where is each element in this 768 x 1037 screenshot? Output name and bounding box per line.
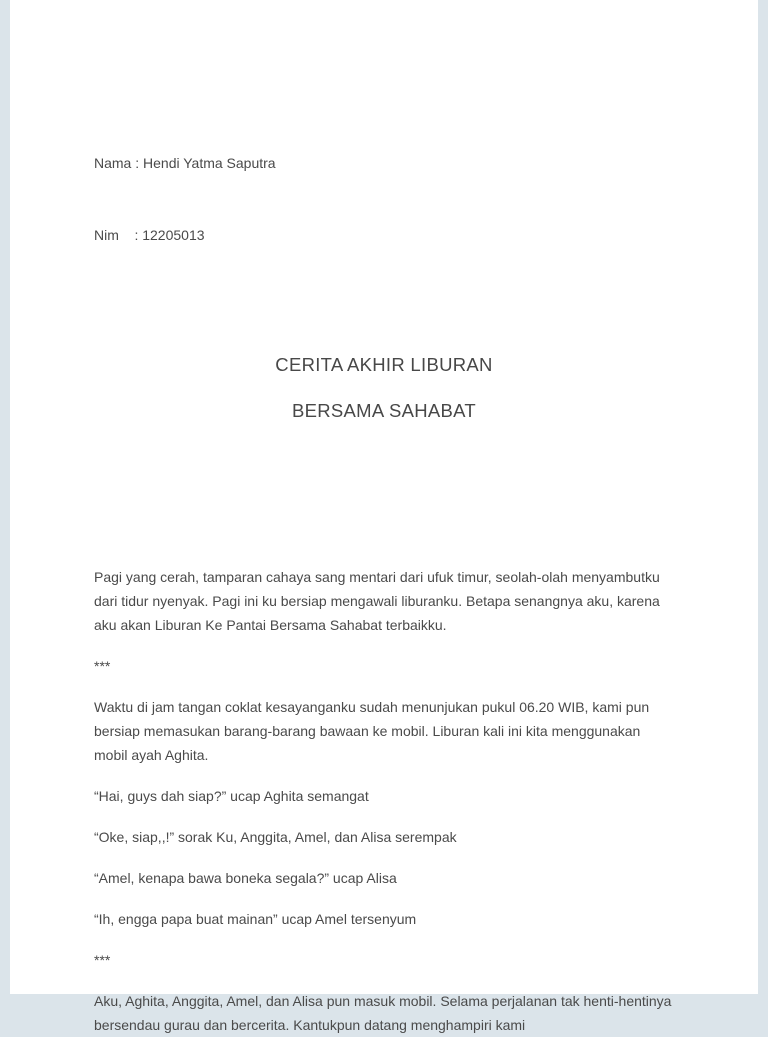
dialogue-alisa: “Amel, kenapa bawa boneka segala?” ucap Alisa (94, 870, 397, 886)
document-title-line1: CERITA AKHIR LIBURAN (275, 354, 493, 375)
paragraph-journey: Aku, Aghita, Anggita, Amel, dan Alisa pun masuk mobil. Selama perjalanan tak henti-hentinya bersendau gurau dan bercerita. Kantukpun datang menghampiri kami (94, 993, 672, 1033)
document-page (10, 0, 758, 1033)
paragraph-morning: Waktu di jam tangan coklat kesayanganku sudah menunjukan pukul 06.20 WIB, kami pun bersiap memasukan barang-barang bawaan ke mobil. Liburan kali ini kita menggunakan mobil ayah Aghita. (94, 699, 650, 763)
dialogue-aghita: “Hai, guys dah siap?” ucap Aghita semangat (94, 788, 369, 804)
student-name-line: Nama : Hendi Yatma Saputra (94, 155, 276, 171)
section-separator: *** (94, 952, 111, 968)
dialogue-amel: “Ih, engga papa buat mainan” ucap Amel tersenyum (94, 911, 417, 927)
section-separator: *** (94, 658, 111, 674)
student-nim-line: Nim : 12205013 (94, 227, 205, 243)
document-title-line2: BERSAMA SAHABAT (291, 400, 477, 421)
document-body (94, 565, 674, 1037)
paragraph-intro: Pagi yang cerah, tamparan cahaya sang mentari dari ufuk timur, seolah-olah menyambutku dari tidur nyenyak. Pagi ini ku bersiap mengawali liburanku. Betapa senangnya aku, karena aku akan Liburan Ke Pantai Bersama Sahabat terbaikku. (94, 569, 660, 633)
dialogue-group: “Oke, siap,,!” sorak Ku, Anggita, Amel, dan Alisa serempak (94, 829, 457, 845)
student-info (94, 103, 674, 295)
